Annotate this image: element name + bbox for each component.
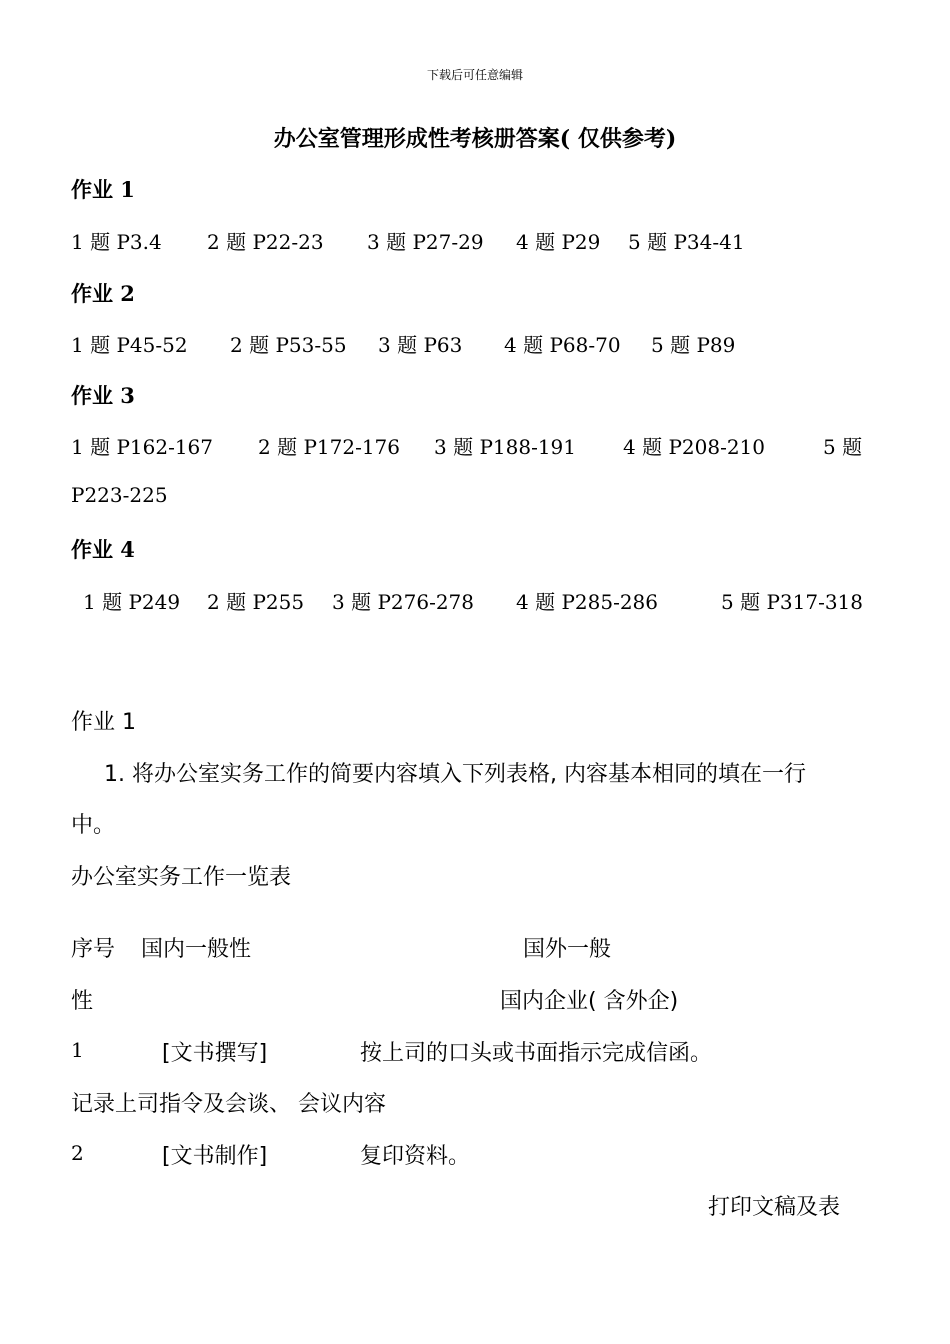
assignment-3-ref-5: 5 题 [823, 435, 863, 459]
table-row-2-category: [文书制作] [162, 1144, 268, 1169]
assignment-3-heading: 作业 3 [71, 383, 135, 408]
table-row-1-content-2: 记录上司指令及会谈、 会议内容 [71, 1092, 386, 1117]
assignment-4-ref-2: 2 题 P255 [207, 590, 305, 614]
question-1-line-2: 中。 [71, 813, 116, 838]
assignment-2-ref-1: 1 题 P45-52 [71, 333, 188, 357]
assignment-2-ref-4: 4 题 P68-70 [504, 333, 621, 357]
assignment-4-ref-1: 1 题 P249 [83, 590, 181, 614]
assignment-2-ref-2: 2 题 P53-55 [230, 333, 347, 357]
table-row-1-category: [文书撰写] [162, 1041, 268, 1066]
table-row-1-content: 按上司的口头或书面指示完成信函。 [360, 1041, 713, 1066]
assignment-1-ref-5: 5 题 P34-41 [628, 230, 745, 254]
assignment-1-heading: 作业 1 [71, 177, 135, 202]
assignment-1-ref-3: 3 题 P27-29 [367, 230, 484, 254]
assignment-3-ref-3: 3 题 P188-191 [434, 435, 577, 459]
table-header-company: 国内企业( 含外企) [500, 989, 679, 1014]
question-1-line-1: 1. 将办公室实务工作的简要内容填入下列表格, 内容基本相同的填在一行 [104, 762, 806, 787]
assignment-1-ref-2: 2 题 P22-23 [207, 230, 324, 254]
table-header-seq: 序号 [71, 937, 116, 962]
assignment-1-ref-1: 1 题 P3.4 [71, 230, 162, 254]
table-row-2-content-2: 打印文稿及表 [708, 1195, 841, 1220]
assignment-3-ref-2: 2 题 P172-176 [258, 435, 401, 459]
section-heading: 作业 1 [71, 710, 136, 735]
assignment-4-ref-5: 5 题 P317-318 [721, 590, 864, 614]
assignment-4-ref-3: 3 题 P276-278 [332, 590, 475, 614]
assignment-2-ref-3: 3 题 P63 [378, 333, 463, 357]
assignment-1-ref-4: 4 题 P29 [516, 230, 601, 254]
assignment-3-ref-4: 4 题 P208-210 [623, 435, 766, 459]
table-row-2-content: 复印资料。 [360, 1144, 471, 1169]
page-header: 下载后可任意编辑 [426, 68, 523, 82]
table-header-seq-cont: 性 [71, 989, 94, 1014]
table-row-2-number: 2 [71, 1141, 84, 1165]
assignment-3-ref-1: 1 题 P162-167 [71, 435, 214, 459]
assignment-4-ref-4: 4 题 P285-286 [516, 590, 659, 614]
table-row-1-number: 1 [71, 1038, 84, 1062]
assignment-3-ref-5-pages: P223-225 [71, 483, 168, 507]
assignment-2-heading: 作业 2 [71, 281, 135, 306]
table-title: 办公室实务工作一览表 [71, 865, 292, 890]
table-header-domestic: 国内一般性 [141, 937, 252, 962]
assignment-2-ref-5: 5 题 P89 [651, 333, 736, 357]
table-header-foreign: 国外一般 [523, 937, 612, 962]
assignment-4-heading: 作业 4 [71, 537, 135, 562]
document-title: 办公室管理形成性考核册答案( 仅供参考) [273, 126, 677, 152]
